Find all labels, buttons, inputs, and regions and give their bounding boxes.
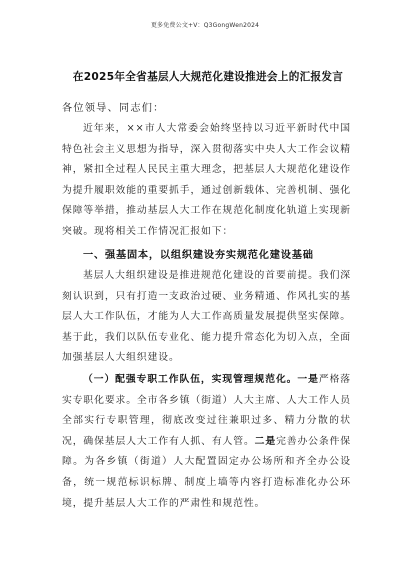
point-1-text: 严格落实专职化要求。全市各乡镇（街道）人大主席、人大工作人员全部实行专职管理，彻底改变过往兼职过多、精力分散的状况，确保基层人大工作有人抓、有人管。 [62,374,351,447]
header-note: 更多免费公文+V：Q3GongWen2024 [150,22,260,29]
intro-paragraph: 近年来，××市人大常委会始终坚持以习近平新时代中国特色社会主义思想为指导，深入贯彻落实中央人大工作会议精神，紧扣全过程人民民主重大理念，把基层人大规范化建设作为提升履职效能的重要抓手，通过创新载体、完善机制、强化保障等举措，推动基层人大工作在规范化制度化轨道上实现新突破。现将相关工作情况汇报如下： [62,123,351,237]
point-2-text: 完善办公条件保障。为各乡镇（街道）人大配置固定办公场所和齐全办公设备，统一规范标识标牌、制度上墙等内容打造标准化办公环境，提升基层人大工作的严肃性和规范性。 [62,435,351,509]
subsection-1-heading: （一）配强专职工作队伍，实现管理规范化。 [83,374,298,385]
section-1-paragraph: 基层人大组织建设是推进规范化建设的首要前提。我们深刻认识到，只有打造一支政治过硬、业务精通、作风扎实的基层人大工作队伍，才能为人大工作高质量发展提供坚实保障。基于此，我们以队伍专业化、能力提升常态化为切入点，全面加强基层人大组织建设。 [62,270,351,364]
subsection-1-paragraph [62,370,351,580]
salutation: 各位领导、同志们： [62,103,165,114]
document-title: 在2025年全省基层人大规范化建设推进会上的汇报发言 [72,71,344,83]
point-1-marker: 一是 [297,374,319,385]
point-2-marker: 二是 [254,435,277,447]
section-1-heading: 一、强基固本，以组织建设夯实规范化建设基础 [83,250,314,261]
